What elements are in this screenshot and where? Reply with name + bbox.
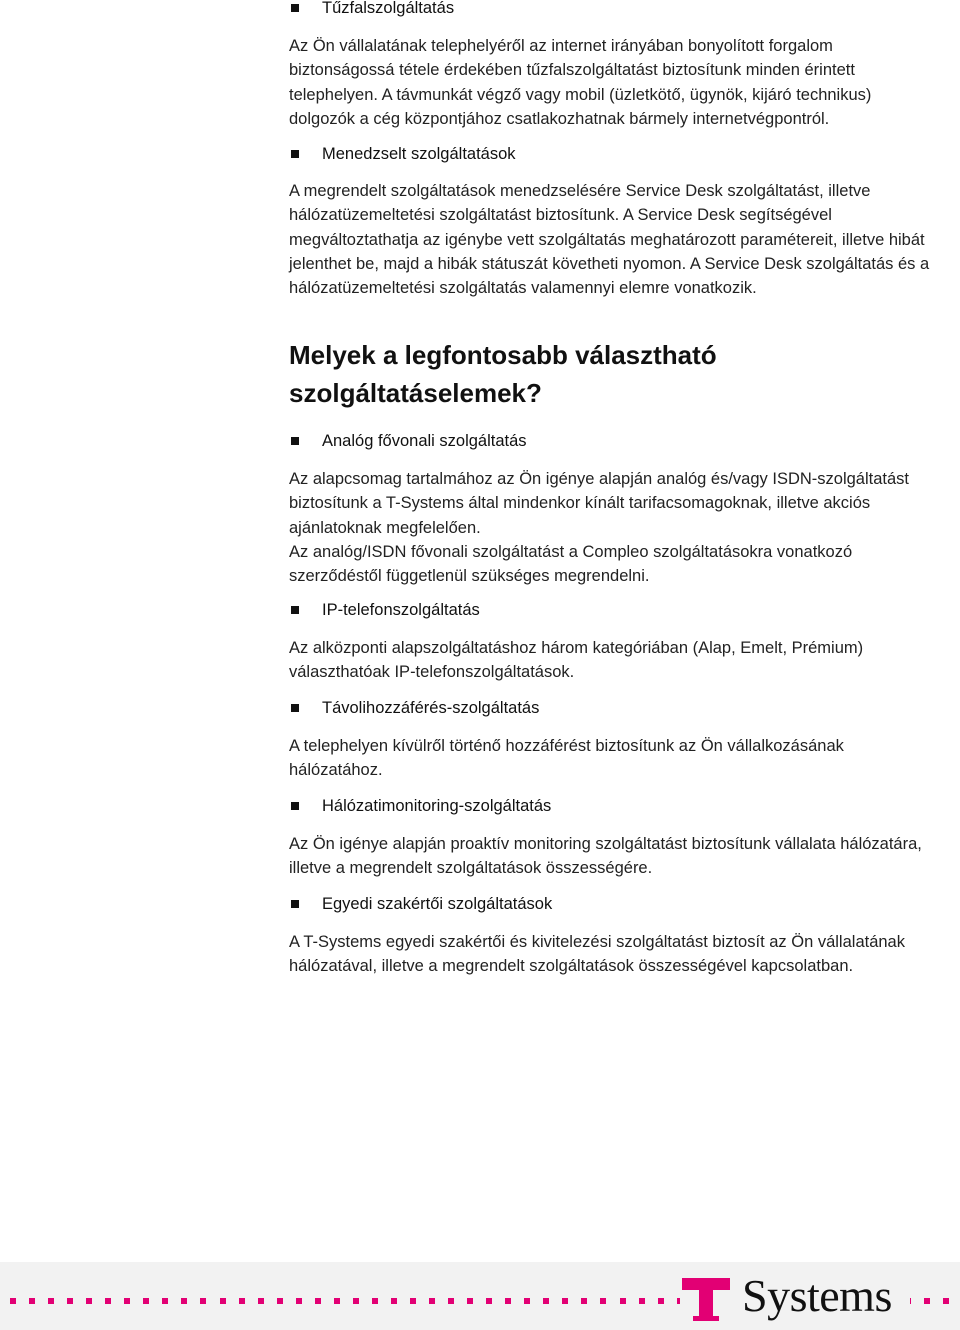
footer-dot [600,1298,606,1304]
page-heading: Melyek a legfontosabb választható szolgáltatáselemek? [289,340,717,408]
footer-dot [143,1298,149,1304]
footer-dot [67,1298,73,1304]
element-text: Az alapcsomag tartalmához az Ön igénye alapján analóg és/vagy ISDN-szolgáltatást biztosítunk a T-Systems által mindenkor kínált tarifacsomagoknak, illetve akciós ajánlatoknak megfelelően. Az analóg/ISDN fővonali szolgáltatást a Compleo szolgáltatásokra vonatkozó szerződéstől függetlenül szükséges megrendelni. [289,470,910,586]
section-firewall [289,0,454,18]
element-title: Távolihozzáférés-szolgáltatás [289,698,539,718]
element-monitoring [289,796,551,816]
footer-dot [581,1298,587,1304]
footer-dot [943,1298,949,1304]
footer-dot [200,1298,206,1304]
footer-dot [220,1298,226,1304]
footer-dot [372,1298,378,1304]
footer-dot [277,1298,283,1304]
footer-dot [29,1298,35,1304]
footer-dot [448,1298,454,1304]
section-managed [289,144,516,164]
t-logo-icon [680,1278,732,1324]
square-bullet-icon [291,704,299,712]
footer-dot [924,1298,930,1304]
section-text: A megrendelt szolgáltatások menedzselésére Service Desk szolgáltatást, illetve hálózatüzemeltetési szolgáltatást biztosítunk. A Service Desk segítségével megváltoztathatja az igénybe vett szolgáltatás meghatározott paramétereit, illetve hibát jelenthet be, majd a hibák státuszát követheti nyomon. A Service Desk szolgáltatás és a hálózatüzemeltetési szolgáltatás valamennyi elemre vonatkozik. [289,182,930,298]
element-analog [289,431,527,451]
square-bullet-icon [291,150,299,158]
t-systems-logo [680,1272,910,1322]
footer-dot [410,1298,416,1304]
footer-dot [162,1298,168,1304]
footer-dot [181,1298,187,1304]
footer-dot [620,1298,626,1304]
footer-dot [334,1298,340,1304]
footer-dot [505,1298,511,1304]
footer-dot [124,1298,130,1304]
footer-dot [353,1298,359,1304]
footer-dot [258,1298,264,1304]
section-text: Az Ön vállalatának telephelyéről az internet irányában bonyolított forgalom biztonságossá tétele érdekében tűzfalszolgáltatást biztosítunk minden érintett telephelyen. A távmunkát végző vagy mobil (üzletkötő, ügynök, kijáró technikus) dolgozók a cég központjához csatlakozhatnak bármely internetvégpontról. [289,37,872,128]
element-remote-access [289,698,539,718]
element-text: A telephelyen kívülről történő hozzáférést biztosítunk az Ön vállalkozásának hálózatához. [289,737,844,780]
footer-dot [86,1298,92,1304]
logo-wordmark: Systems [742,1270,892,1321]
footer-dot [524,1298,530,1304]
square-bullet-icon [291,802,299,810]
footer-dot [658,1298,664,1304]
footer-dot [486,1298,492,1304]
element-title: Egyedi szakértői szolgáltatások [289,894,552,914]
element-text: Az Ön igénye alapján proaktív monitoring szolgáltatást biztosítunk vállalata hálózatára, illetve a megrendelt szolgáltatások összességére. [289,835,922,878]
footer-dot [48,1298,54,1304]
footer-dot [10,1298,16,1304]
footer-dot [429,1298,435,1304]
element-ip-telephony [289,600,480,620]
section-title: Tűzfalszolgáltatás [289,0,454,18]
element-text: A T-Systems egyedi szakértői és kivitelezési szolgáltatást biztosít az Ön vállalatának hálózatával, illetve a megrendelt szolgáltatások összességével kapcsolatban. [289,933,905,976]
element-text: Az alközponti alapszolgáltatáshoz három kategóriában (Alap, Emelt, Prémium) választhatóak IP-telefonszolgáltatások. [289,639,864,682]
element-title: Analóg fővonali szolgáltatás [289,431,527,451]
footer-dot [296,1298,302,1304]
footer-dot [105,1298,111,1304]
element-expert [289,894,552,914]
footer-dot [543,1298,549,1304]
square-bullet-icon [291,4,299,12]
element-title: Hálózatimonitoring-szolgáltatás [289,796,551,816]
footer-dot [391,1298,397,1304]
footer-dot [315,1298,321,1304]
square-bullet-icon [291,900,299,908]
footer-dot [639,1298,645,1304]
footer-dot [239,1298,245,1304]
footer-dot [562,1298,568,1304]
square-bullet-icon [291,437,299,445]
footer-dot [467,1298,473,1304]
section-title: Menedzselt szolgáltatások [289,144,516,164]
square-bullet-icon [291,606,299,614]
element-title: IP-telefonszolgáltatás [289,600,480,620]
